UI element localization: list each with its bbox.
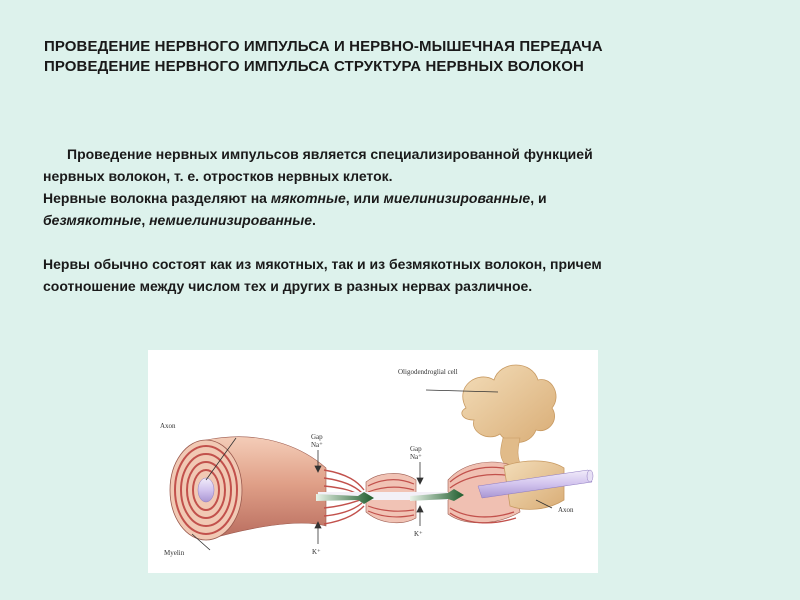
title-line-2: ПРОВЕДЕНИЕ НЕРВНОГО ИМПУЛЬСА СТРУКТУРА НЕРВНЫХ ВОЛОКОН [44,58,584,75]
nerve-fiber-svg [148,350,598,573]
label-axon-right: Axon [558,506,574,514]
title-line-1: ПРОВЕДЕНИЕ НЕРВНОГО ИМПУЛЬСА И НЕРВНО-МЫШЕЧНАЯ ПЕРЕДАЧА [44,38,603,55]
term-bezmyakotnye: безмякотные [43,212,142,228]
label-oligodendroglial-cell: Oligodendroglial cell [398,368,458,376]
term-myelinated: миелинизированные [383,190,531,206]
label-gap-2: Gap [410,445,422,453]
label-myelin: Myelin [164,549,185,557]
label-gap-1: Gap [311,433,323,441]
label-na-2: Na⁺ [410,453,422,461]
label-na-1: Na⁺ [311,441,323,449]
p2-end: . [311,212,316,228]
myelin-segment-left [170,437,326,540]
p2-and: , и [530,190,547,206]
label-k-1: K⁺ [312,548,321,556]
paragraph-3-line-2: соотношение между числом тех и других в разных нервах различное. [43,278,533,294]
term-unmyelinated: немиелинизированные [149,212,312,228]
label-axon-left: Axon [160,422,176,430]
slide-body-text [43,143,773,297]
label-k-2: K⁺ [414,530,423,538]
p2-start: Нервные волокна разделяют на [43,190,271,206]
paragraph-1-line-2: нервных волокон, т. е. отростков нервных клеток. [43,168,393,184]
slide-title [44,37,764,77]
paragraph-1-line-1: Проведение нервных импульсов является специализированной функцией [67,146,593,162]
paragraph-gap [43,231,773,253]
paragraph-2-line-2 [43,209,773,231]
p2-or: , или [345,190,384,206]
oligodendroglial-cell [462,365,556,468]
term-myakotnye: мякотные [270,190,346,206]
nerve-fiber-illustration [148,350,598,573]
p2-comma: , [141,212,150,228]
paragraph-3-line-1: Нервы обычно состоят как из мякотных, так и из безмякотных волокон, причем [43,256,602,272]
paragraph-2-line-1 [43,187,773,209]
